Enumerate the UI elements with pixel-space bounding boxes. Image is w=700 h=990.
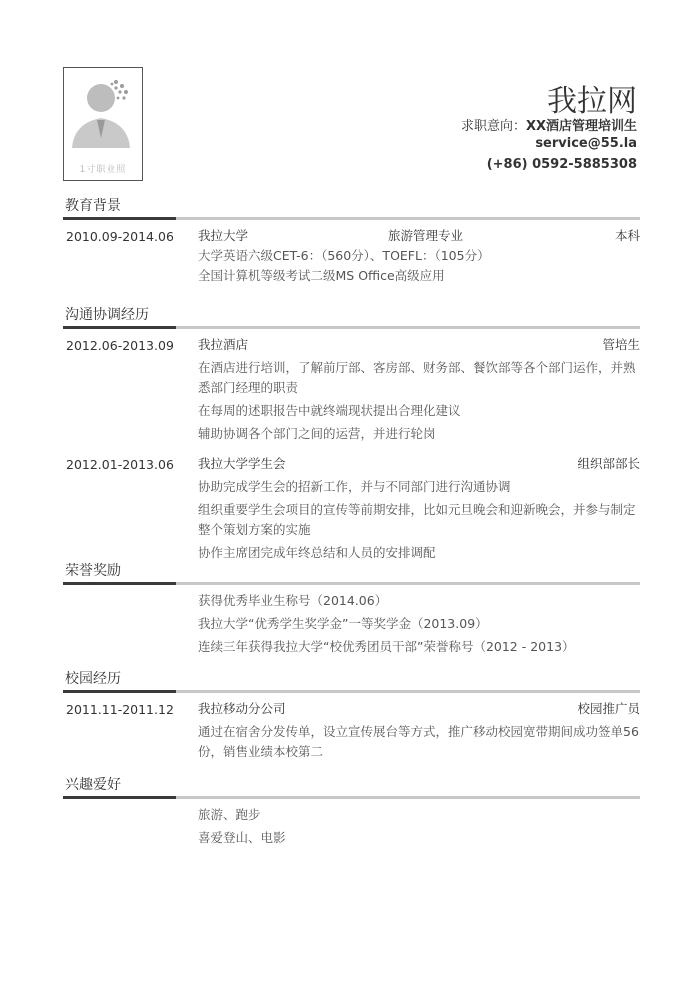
degree: 本科 xyxy=(614,228,640,243)
major: 旅游管理专业 xyxy=(388,228,464,243)
experience-entry xyxy=(63,335,640,444)
detail-line: 在每周的述职报告中就终端现状提出合理化建议 xyxy=(198,403,461,418)
hobbies-list xyxy=(63,805,640,848)
detail-line: 协作主席团完成年终总结和人员的安排调配 xyxy=(198,545,436,560)
detail-line: 通过在宿舍分发传单，设立宣传展台等方式，推广移动校园宽带期间成功签单56 xyxy=(198,724,639,739)
section-title: 教育背景 xyxy=(65,198,121,214)
campus-entry xyxy=(63,699,640,762)
detail-line: 份，销售业绩本校第二 xyxy=(198,744,324,759)
job-intent xyxy=(461,115,637,134)
phone: (+86) 0592-5885308 xyxy=(486,157,637,172)
detail-line: 整个策划方案的实施 xyxy=(198,522,311,537)
section-divider xyxy=(63,326,640,329)
photo-caption: 1寸职业照 xyxy=(79,165,127,175)
section-title: 校园经历 xyxy=(65,671,121,687)
detail-line: 悉部门经理的职责 xyxy=(198,380,299,395)
job-intent-value: XX酒店管理培训生 xyxy=(525,119,637,134)
communication-section xyxy=(63,305,640,563)
detail-line: 在酒店进行培训，了解前厅部、客房部、财务部、餐饮部等各个部门运作，并熟 xyxy=(198,360,636,375)
hobby-item: 旅游、跑步 xyxy=(198,807,261,822)
role: 组织部部长 xyxy=(577,456,640,471)
email: service@55.la xyxy=(535,136,637,151)
section-title: 兴趣爱好 xyxy=(65,777,121,793)
section-title: 荣誉奖励 xyxy=(65,563,121,579)
org-name: 我拉酒店 xyxy=(198,337,249,352)
honor-item: 我拉大学“优秀学生奖学金”一等奖学金（2013.09） xyxy=(198,616,488,631)
section-divider xyxy=(63,582,640,585)
profile-photo xyxy=(63,67,143,181)
honor-item: 连续三年获得我拉大学“校优秀团员干部”荣誉称号（2012 - 2013） xyxy=(198,639,575,654)
honors-list xyxy=(63,591,640,657)
hobby-item: 喜爱登山、电影 xyxy=(198,830,286,845)
experience-entry xyxy=(63,454,640,563)
entry-header xyxy=(198,454,640,474)
entry-header xyxy=(198,335,640,355)
section-title: 沟通协调经历 xyxy=(65,307,149,323)
candidate-name: 我拉网 xyxy=(547,84,637,119)
education-section xyxy=(63,196,640,286)
detail-line: 协助完成学生会的招新工作，并与不同部门进行沟通协调 xyxy=(198,479,511,494)
entry-date: 2012.01-2013.06 xyxy=(66,457,174,472)
detail-line: 全国计算机等级考试二级MS Office高级应用 xyxy=(198,268,445,283)
role: 校园推广员 xyxy=(577,701,640,716)
hobbies-section xyxy=(63,775,640,848)
section-divider xyxy=(63,796,640,799)
org-name: 我拉大学学生会 xyxy=(198,456,286,471)
honor-item: 获得优秀毕业生称号（2014.06） xyxy=(198,593,388,608)
entry-header xyxy=(198,699,640,719)
org-name: 我拉移动分公司 xyxy=(198,701,286,716)
entry-header xyxy=(198,226,640,246)
entry-date: 2012.06-2013.09 xyxy=(66,338,174,353)
detail-line: 组织重要学生会项目的宣传等前期安排，比如元旦晚会和迎新晚会，并参与制定 xyxy=(198,502,636,517)
section-divider xyxy=(63,690,640,693)
entry-date: 2010.09-2014.06 xyxy=(66,229,174,244)
school-name: 我拉大学 xyxy=(198,228,249,243)
job-intent-label: 求职意向： xyxy=(460,119,526,134)
detail-line: 辅助协调各个部门之间的运营，并进行轮岗 xyxy=(198,426,436,441)
section-divider xyxy=(63,217,640,220)
role: 管培生 xyxy=(602,337,640,352)
education-entry xyxy=(63,226,640,286)
honors-section xyxy=(63,561,640,657)
entry-date: 2011.11-2011.12 xyxy=(66,702,174,717)
campus-section xyxy=(63,669,640,762)
detail-line: 大学英语六级CET-6：（560分）、TOEFL：（105分） xyxy=(198,248,490,263)
